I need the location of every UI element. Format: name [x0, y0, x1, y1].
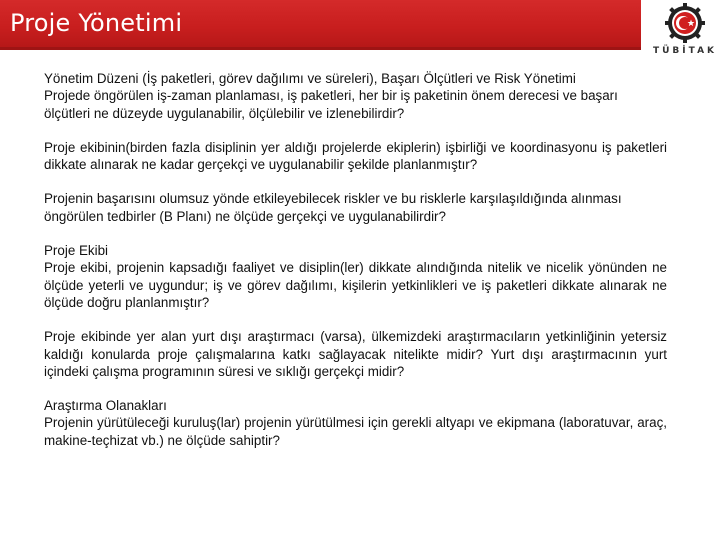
paragraph-text: Projede öngörülen iş-zaman planlaması, iş paketleri, her bir iş paketinin önem derecesi ve başarı ölçütleri ne düzeyde uygulanabilir, ölçülebilir ve izlenebilirdir?: [44, 88, 618, 121]
section-project-team: [44, 242, 667, 311]
paragraph-text: Proje ekibi, projenin kapsadığı faaliyet ve disiplin(ler) dikkate alındığında nitelik ve nicelik yönünden ne ölçüde yeterli ve uygundur; iş ve görev dağılımı, kişilerin yetkinlikleri ve iş paketleri dikkate alınarak ne ölçüde doğru planlanmıştır?: [44, 260, 667, 310]
paragraph-risks: [44, 190, 667, 225]
paragraph-foreign-researcher: [44, 328, 667, 380]
section-research-facilities: [44, 397, 667, 449]
section-heading: Proje Ekibi: [44, 243, 109, 259]
paragraph-text: Projenin yürütüleceği kuruluş(lar) projenin yürütülmesi için gerekli altyapı ve ekipmana (laboratuvar, araç, makine-teçhizat vb.) ne ölçüde sahiptir?: [44, 415, 667, 448]
section-heading: Yönetim Düzeni (İş paketleri, görev dağılımı ve süreleri), Başarı Ölçütleri ve Risk Yönetimi: [44, 71, 576, 86]
title-bar: [0, 0, 641, 50]
paragraph-text: Proje ekibinin(birden fazla disiplinin yer aldığı projelerde ekiplerin) işbirliği ve koordinasyonu iş paketleri dikkate alınarak ne kadar gerçekçi ve uygulanabilir şekilde planlanmıştır?: [44, 139, 667, 173]
paragraph-text: Projenin başarısını olumsuz yönde etkileyebilecek riskler ve bu risklerle karşılaşıldığında alınması öngörülen tedbirler (B Planı) ne ölçüde gerçekçi ve uygulanabilirdir?: [44, 191, 622, 224]
paragraph-team-coordination: [44, 139, 667, 174]
section-heading: Araştırma Olanakları: [44, 398, 167, 414]
paragraph-text: Proje ekibinde yer alan yurt dışı araştırmacı (varsa), ülkemizdeki araştırmacıların yetkinliğinin yetersiz kaldığı konularda proje çalışmalarına katkı sağlayacak nitelikte midir? Yurt dışı araştırmacının yurt içindeki çalışma programının süresi ve sıklığı gerçekçi midir?: [44, 329, 667, 379]
section-management: [44, 70, 667, 122]
slide-title: Proje Yönetimi: [10, 9, 183, 37]
content-body: [44, 70, 667, 466]
tubitak-emblem-icon: [652, 2, 718, 48]
logo-text: TÜBİTAK: [652, 46, 718, 56]
tubitak-logo: [652, 2, 718, 62]
